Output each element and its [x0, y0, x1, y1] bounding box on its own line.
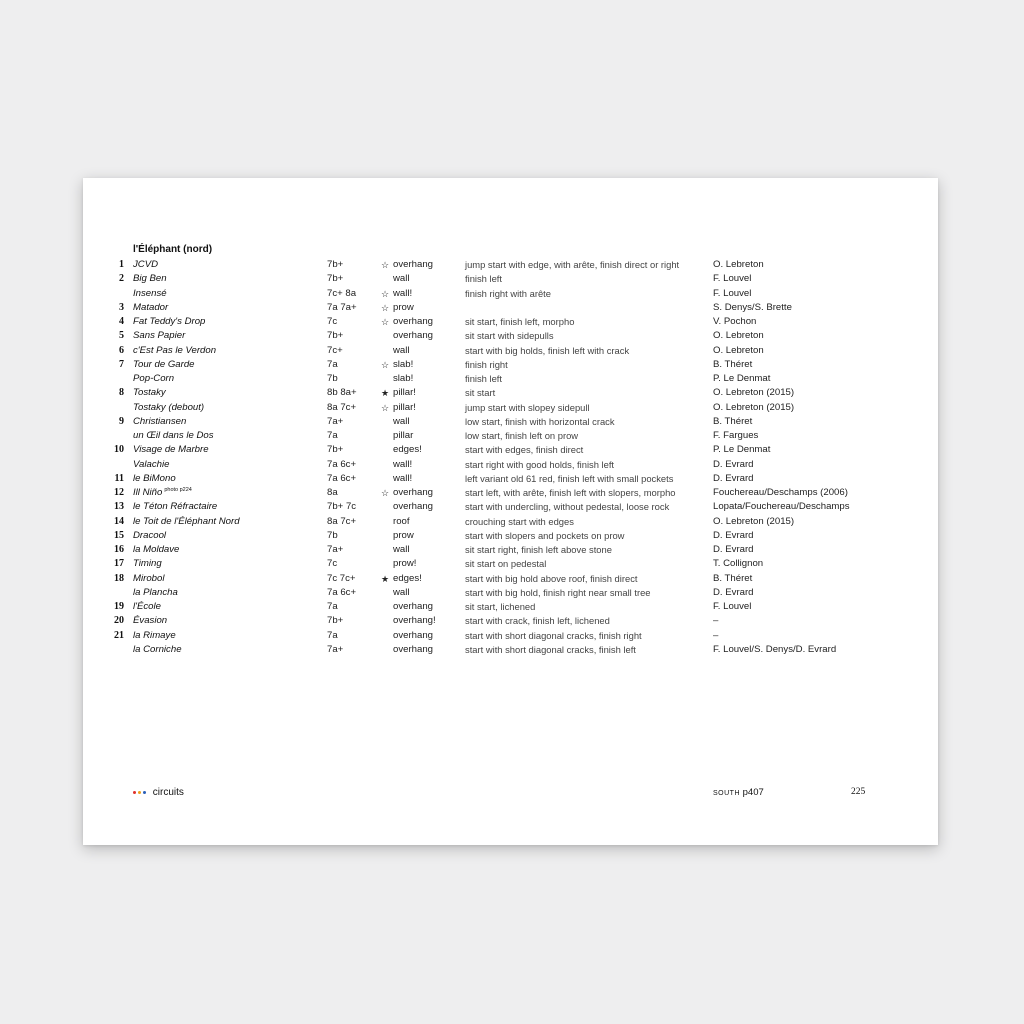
problem-author: S. Denys/S. Brette: [713, 301, 792, 313]
problem-row: [83, 614, 938, 628]
problem-number: 8: [119, 387, 124, 399]
problem-description: finish left: [465, 273, 502, 285]
problem-name: la Plancha: [133, 586, 178, 598]
page-number: 225: [851, 787, 866, 797]
problem-name: Pop-Corn: [133, 373, 175, 384]
problem-description: jump start with slopey sidepull: [465, 401, 590, 413]
problem-row: [83, 372, 938, 386]
problem-description: start with undercling, without pedestal, loose rock: [465, 501, 670, 513]
problem-description: sit start right, finish left above stone: [465, 544, 612, 555]
problem-name: la Moldave: [133, 544, 180, 555]
circuit-dot-red: [133, 791, 136, 794]
problem-description: start with crack, finish left, lichened: [465, 615, 610, 627]
problem-row: [83, 557, 938, 571]
problem-style: overhang: [393, 629, 434, 641]
problem-style: overhang!: [393, 615, 436, 627]
problem-author: V. Pochon: [713, 316, 757, 327]
problem-grade: 7c 7c+: [327, 572, 356, 584]
problem-row: [83, 543, 938, 557]
problem-style: wall: [393, 586, 410, 598]
star-icon: ☆: [381, 288, 390, 299]
problem-author: F. Louvel: [713, 287, 752, 299]
problem-author: O. Lebreton: [713, 259, 764, 270]
problem-style: overhang: [393, 487, 434, 498]
problem-name: Valachie: [133, 458, 170, 470]
problem-description: start with short diagonal cracks, finish left: [465, 643, 636, 655]
problem-author: D. Evrard: [713, 458, 754, 470]
problem-name: la Corniche: [133, 643, 182, 655]
problem-description: start with short diagonal cracks, finish right: [465, 629, 642, 641]
problem-name: JCVD: [133, 259, 159, 270]
problem-description: finish left: [465, 373, 502, 384]
problem-name: l'École: [133, 601, 161, 612]
problem-name: Sans Papier: [133, 330, 186, 342]
problem-grade: 8b 8a+: [327, 387, 357, 399]
problem-description: start with big hold above roof, finish direct: [465, 572, 638, 584]
problem-number: 7: [119, 358, 124, 370]
problem-style: roof: [393, 515, 410, 527]
problem-grade: 7a 6c+: [327, 472, 357, 484]
problem-style: wall: [393, 273, 410, 285]
problem-number: 17: [114, 558, 124, 570]
problem-row: [83, 472, 938, 486]
problem-description: sit start on pedestal: [465, 558, 547, 570]
footer-circuits: [133, 787, 184, 798]
problem-number: 14: [114, 515, 124, 527]
problem-number: 2: [119, 273, 124, 285]
problem-row: [83, 486, 938, 500]
problem-author: D. Evrard: [713, 529, 754, 541]
problem-row: [83, 301, 938, 315]
star-icon: ★: [381, 573, 390, 584]
problem-description: sit start, finish left, morpho: [465, 316, 575, 327]
problem-name: Tour de Garde: [133, 358, 195, 370]
problem-number: 15: [114, 529, 124, 541]
problem-name: Tostaky (debout): [133, 401, 205, 413]
problem-row: [83, 529, 938, 543]
footer-area: south: [713, 787, 740, 798]
problem-style: pillar!: [393, 401, 416, 413]
problem-author: O. Lebreton: [713, 330, 764, 342]
problem-author: O. Lebreton: [713, 344, 764, 356]
problem-name: Insensé: [133, 287, 167, 299]
problem-style: wall!: [393, 287, 413, 299]
problem-style: pillar!: [393, 387, 416, 399]
problem-grade: 7b+: [327, 259, 344, 270]
circuit-dot-orange: [138, 791, 141, 794]
star-icon: ☆: [381, 317, 390, 327]
problem-grade: 7a 7a+: [327, 301, 357, 313]
problem-style: wall!: [393, 472, 413, 484]
problem-grade: 7c+: [327, 344, 343, 356]
problem-name: le BiMono: [133, 472, 176, 484]
problem-author: F. Louvel/S. Denys/D. Evrard: [713, 643, 837, 655]
problem-author: F. Louvel: [713, 601, 752, 612]
problem-author: F. Fargues: [713, 430, 759, 441]
problem-author: O. Lebreton (2015): [713, 515, 795, 527]
star-icon: ☆: [381, 488, 390, 498]
problem-style: pillar: [393, 430, 414, 441]
problem-style: slab!: [393, 358, 414, 370]
problem-grade: 7a: [327, 358, 338, 370]
problem-row: [83, 287, 938, 301]
problem-row: [83, 629, 938, 643]
problem-grade: 7a 6c+: [327, 458, 357, 470]
problem-author: B. Théret: [713, 572, 753, 584]
problem-grade: 7c+ 8a: [327, 287, 357, 299]
problem-name: le Téton Réfractaire: [133, 501, 218, 513]
problem-grade: 8a 7c+: [327, 401, 357, 413]
problem-grade: 7a+: [327, 415, 344, 427]
problem-name: le Toit de l'Éléphant Nord: [133, 515, 240, 527]
star-icon: ☆: [381, 402, 390, 413]
problem-number: 20: [114, 615, 124, 627]
problem-style: edges!: [393, 572, 422, 584]
problem-number: 12: [114, 487, 124, 498]
problem-grade: 7b+: [327, 330, 344, 342]
problem-number: 13: [114, 501, 124, 513]
problem-number: 11: [114, 472, 124, 484]
problem-grade: 8a: [327, 487, 338, 498]
problem-author: T. Collignon: [713, 558, 764, 570]
problem-row: [83, 515, 938, 529]
problem-description: start left, with arête, finish left with slopers, morpho: [465, 487, 676, 498]
section-title: l'Éléphant (nord): [133, 244, 213, 255]
problem-grade: 7c: [327, 316, 338, 327]
book-page: [83, 178, 938, 845]
problem-name: c'Est Pas le Verdon: [133, 344, 217, 356]
problem-description: start with edges, finish direct: [465, 444, 584, 456]
problem-style: prow!: [393, 558, 417, 570]
problem-number: 10: [114, 444, 124, 456]
star-icon: ☆: [381, 359, 390, 370]
problem-grade: 7a: [327, 430, 338, 441]
problem-grade: 7a+: [327, 643, 344, 655]
problem-grade: 7b+: [327, 273, 344, 285]
problem-row: [83, 386, 938, 400]
problem-description: low start, finish left on prow: [465, 430, 579, 441]
problem-row: [83, 458, 938, 472]
problem-name: Tostaky: [133, 387, 166, 399]
problem-author: O. Lebreton (2015): [713, 387, 795, 399]
problem-description: start right with good holds, finish left: [465, 458, 615, 470]
footer-area-ref: [713, 787, 764, 798]
problem-number: 3: [119, 301, 124, 313]
problem-row: [83, 401, 938, 415]
problem-number: 18: [114, 572, 124, 584]
problem-name: Visage de Marbre: [133, 444, 209, 456]
problem-name: Évasion: [133, 615, 168, 627]
problem-author: O. Lebreton (2015): [713, 401, 795, 413]
star-icon: ☆: [381, 302, 390, 313]
problem-style: prow: [393, 301, 414, 313]
problem-description: sit start: [465, 387, 496, 399]
problem-row: [83, 429, 938, 443]
problem-author: B. Théret: [713, 415, 753, 427]
problem-style: overhang: [393, 330, 434, 342]
problem-number: 9: [119, 415, 124, 427]
problem-author: Lopata/Fouchereau/Deschamps: [713, 501, 850, 513]
problem-row: [83, 643, 938, 657]
problem-name: Fat Teddy's Drop: [133, 316, 206, 327]
problem-list: [83, 258, 938, 657]
problem-name: Timing: [133, 558, 162, 570]
problem-row: [83, 586, 938, 600]
problem-row: [83, 315, 938, 329]
problem-name: Christiansen: [133, 415, 187, 427]
problem-author: P. Le Denmat: [713, 373, 771, 384]
problem-description: sit start with sidepulls: [465, 330, 554, 342]
problem-style: overhang: [393, 601, 434, 612]
problem-row: [83, 572, 938, 586]
problem-number: 6: [119, 344, 124, 356]
problem-grade: 7a: [327, 601, 338, 612]
problem-number: 19: [114, 601, 124, 612]
problem-style: slab!: [393, 373, 414, 384]
problem-row: [83, 272, 938, 286]
problem-description: jump start with edge, with arête, finish direct or right: [465, 259, 680, 270]
problem-number: 1: [119, 259, 124, 270]
problem-style: wall: [393, 544, 410, 555]
problem-description: low start, finish with horizontal crack: [465, 415, 615, 427]
circuits-label: circuits: [152, 787, 184, 798]
problem-number: 21: [114, 629, 124, 641]
problem-description: start with big hold, finish right near small tree: [465, 586, 651, 598]
problem-row: [83, 344, 938, 358]
problem-description: start with big holds, finish left with crack: [465, 344, 630, 356]
problem-number: 4: [119, 316, 124, 327]
problem-grade: 7b: [327, 529, 338, 541]
problem-style: overhang: [393, 501, 434, 513]
problem-description: start with slopers and pockets on prow: [465, 529, 625, 541]
problem-author: –: [713, 615, 719, 627]
problem-name: Matador: [133, 301, 169, 313]
circuit-dot-blue: [143, 791, 146, 794]
star-icon: ★: [381, 388, 390, 399]
problem-grade: 8a 7c+: [327, 515, 357, 527]
problem-grade: 7b+: [327, 615, 344, 627]
problem-name: la Rimaye: [133, 629, 176, 641]
problem-style: edges!: [393, 444, 422, 456]
problem-author: D. Evrard: [713, 472, 754, 484]
problem-number: 5: [119, 330, 124, 342]
problem-description: sit start, lichened: [465, 601, 536, 612]
problem-description: left variant old 61 red, finish left with small pockets: [465, 472, 674, 484]
problem-style: wall: [393, 415, 410, 427]
problem-description: finish right: [465, 358, 508, 370]
problem-style: overhang: [393, 643, 434, 655]
problem-style: overhang: [393, 259, 434, 270]
photo-reference: photo p224: [164, 487, 192, 493]
problem-name: Ill Niño $^{photo p224}$: [133, 487, 192, 498]
problem-style: prow: [393, 529, 414, 541]
problem-style: wall: [393, 344, 410, 356]
problem-grade: 7b: [327, 373, 338, 384]
problem-row: [83, 500, 938, 514]
problem-author: –: [713, 629, 719, 641]
problem-author: Fouchereau/Deschamps (2006): [713, 487, 848, 498]
problem-grade: 7b+: [327, 444, 344, 456]
problem-number: 16: [114, 544, 124, 555]
footer-page-ref: p407: [742, 787, 764, 798]
problem-author: D. Evrard: [713, 544, 754, 555]
problem-grade: 7a 6c+: [327, 586, 357, 598]
problem-author: P. Le Denmat: [713, 444, 771, 456]
problem-row: [83, 415, 938, 429]
problem-name: Dracool: [133, 529, 167, 541]
problem-name: Big Ben: [133, 273, 167, 285]
problem-grade: 7a: [327, 629, 338, 641]
problem-description: finish right with arête: [465, 287, 551, 299]
problem-style: wall!: [393, 458, 413, 470]
problem-row: [83, 443, 938, 457]
problem-author: F. Louvel: [713, 273, 752, 285]
problem-name: un Œil dans le Dos: [133, 430, 214, 441]
problem-row: [83, 258, 938, 272]
problem-author: D. Evrard: [713, 586, 754, 598]
problem-name: Mirobol: [133, 572, 165, 584]
problem-author: B. Théret: [713, 358, 753, 370]
problem-row: [83, 329, 938, 343]
problem-description: crouching start with edges: [465, 515, 574, 527]
problem-style: overhang: [393, 316, 434, 327]
problem-row: [83, 600, 938, 614]
problem-grade: 7c: [327, 558, 338, 570]
problem-grade: 7a+: [327, 544, 344, 555]
star-icon: ☆: [381, 260, 390, 270]
problem-grade: 7b+ 7c: [327, 501, 357, 513]
problem-row: [83, 358, 938, 372]
